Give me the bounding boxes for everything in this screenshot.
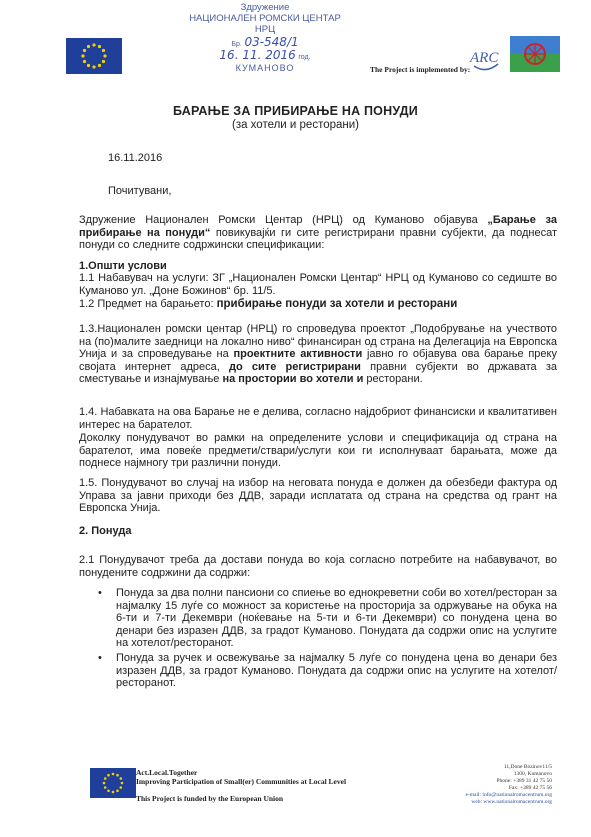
footer-eu-stars-icon — [90, 768, 136, 798]
intro-text-a: Здружение Национален Ромски Центар (НРЦ) од Куманово објавува — [79, 214, 488, 226]
contact-phone: Phone: +389 31 42 75 50 — [496, 778, 552, 784]
clause-1-3 — [79, 323, 557, 386]
contact-address: 11,Done Bozinov11/5 — [503, 764, 552, 770]
clause-1-2 — [79, 298, 557, 311]
clause-1-2-label: 1.2 Предмет на барањето: — [79, 298, 217, 310]
stamp-date: 16. 11. 2016 — [219, 48, 296, 62]
contact-web[interactable]: web: www.nationalromacentrum.org — [471, 799, 552, 805]
bullet-item-1: Понуда за два полни пансиони со спиење во еднокреветни соби во хотел/ресторан за најмалку 15 луѓе со можност за користење на просторија за одржување на обука на 6-ти и 7-ти Декември (ноќевање на 5-ти и 6-ти Декември) со понудена цена во денари без изразен ДДВ, за градот Куманово. Понудата да содржи опис на услугите на хотелот/ресторанот. — [116, 587, 557, 650]
clause-1-4a: 1.4. Набавката на ова Барање не е делива, согласно најдобриот финансиски и квалитативен интерес на барателот. — [79, 406, 557, 431]
intro-text-c: повикувајќи ги сите регистрирани правни субјекти, да поднесат понуди со следните содржински спецификации: — [79, 226, 558, 252]
bullet-item-2: Понуда за ручек и освежување за најмалку 5 луѓе со понудена цена во денари без изразен ДДВ, за градот Куманово. Понудата да содржи опис на услугите на хотелот/ресторанот. — [116, 652, 557, 690]
clause-1-5: 1.5. Понудувачот во случај на избор на неговата понуда е должен да обезбеди фактура од Управа за јавни приходи без ДДВ, заради исплатата од страна на средства од грант на Европска Унија. — [79, 477, 557, 515]
clause-1-3-b: проектните активности — [233, 348, 363, 361]
footer-project-subtitle: Improving Participation of Small(er) Communities at Local Level — [136, 777, 347, 786]
roma-flag-logo — [510, 36, 560, 72]
document-date: 16.11.2016 — [108, 152, 163, 164]
footer-funding-note: This Project is funded by the European Union — [136, 794, 284, 803]
footer-contact-block — [440, 764, 552, 806]
clause-1-3-f: на простории во хотели и — [222, 373, 364, 386]
footer-project-name: Act.Local.Together — [136, 768, 198, 777]
stamp-line3: НРЦ — [254, 24, 276, 35]
bullet-marker-2: • — [98, 652, 102, 664]
document-subtitle: (за хотели и ресторани) — [231, 119, 360, 131]
stamp-line1: Здружение — [240, 2, 290, 13]
stamp-reg-number: 03-548/1 — [244, 35, 299, 49]
clause-1-1: 1.1 Набавувач на услуги: ЗГ „Национален Ромски Центар“ НРЦ од Куманово со седиште во Куманово ул. „Доне Божинов“ бр. 11/5. — [79, 272, 557, 297]
clause-2-1: 2.1 Понудувачот треба да достави понуда во која согласно потребите на набавувачот, во понудените содржини да содржи: — [79, 554, 557, 579]
clause-1-3-e: правни субјекти во државата за сместување и изнајмување — [79, 360, 557, 386]
arc-logo — [468, 40, 504, 76]
clause-1-4b: Доколку понудувачот во рамки на определените услови и спецификација од страна на барателот, има повеќе предмети/ствари/услуги кои ги исполнуваат барањата, може да поднесе најмногу три различни понуди. — [79, 432, 557, 470]
eu-flag-logo — [66, 38, 122, 74]
section1-title: 1.Општи услови — [79, 260, 167, 272]
contact-fax: Fax: +389 42 75 56 — [508, 785, 552, 791]
clause-1-2-subject: прибирање понуди за хотели и ресторани — [216, 298, 458, 310]
implemented-by-label: The Project is implemented by: — [370, 65, 471, 74]
clause-1-3-g: ресторани. — [363, 373, 423, 386]
intro-text-b: „Барање за прибирање на понуди“ — [79, 214, 557, 239]
clause-1-3-d: до сите регистрирани — [229, 360, 361, 373]
section2-title: 2. Понуда — [79, 525, 132, 537]
clause-1-3-c: јавно го објавува ова барање преку својата интернет адреса, — [79, 348, 557, 373]
contact-email[interactable]: e-mail: info@nationalromacentrum.org — [465, 792, 552, 798]
document-title: БАРАЊЕ ЗА ПРИБИРАЊЕ НА ПОНУДИ — [173, 104, 418, 118]
contact-city: 1300, Kumanovo — [513, 771, 552, 777]
footer-eu-flag-logo — [90, 768, 136, 798]
arc-logo-text: ARC — [470, 50, 499, 66]
stamp-reg-label: Бр. — [231, 41, 242, 48]
registration-stamp — [180, 2, 350, 74]
intro-paragraph — [79, 214, 557, 252]
stamp-city: КУМАНОВО — [235, 63, 295, 73]
bullet-marker-1: • — [98, 587, 102, 599]
stamp-line2: НАЦИОНАЛЕН РОМСКИ ЦЕНТАР — [189, 13, 341, 24]
stamp-year-suffix: год. — [298, 54, 311, 61]
greeting: Почитувани, — [108, 185, 172, 197]
eu-stars-icon — [66, 38, 122, 74]
clause-1-3-a: 1.3.Национален ромски центар (НРЦ) го спроведува проектот „Подобрување на учеството на (по)малите заедници на локално ниво“ финансиран од страна на Делегација на Европска Унија и за спроведување на — [79, 323, 557, 361]
